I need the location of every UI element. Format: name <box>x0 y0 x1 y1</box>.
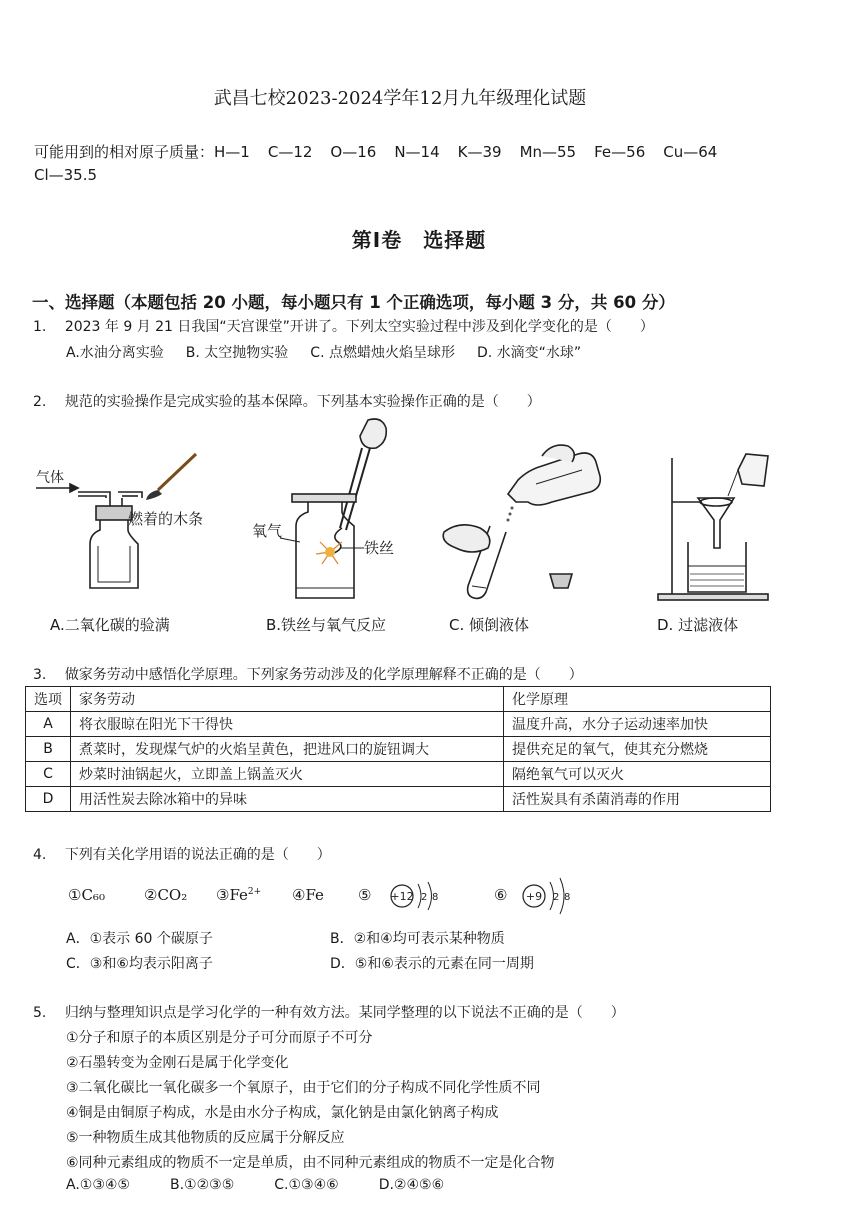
table-cell: C <box>26 762 71 787</box>
atomic-mass-item: Fe—56 <box>594 143 646 161</box>
symbol-5-number: ⑤ <box>358 886 372 904</box>
table-cell: 温度升高，水分子运动速率加快 <box>504 712 771 737</box>
caption-b[interactable]: B.铁丝与氧气反应 <box>266 616 387 634</box>
atomic-mass-line <box>34 141 717 162</box>
atomic-mass-line-2: Cl—35.5 <box>34 166 98 184</box>
statement: ⑤一种物质生成其他物质的反应属于分解反应 <box>66 1130 345 1146</box>
symbol-co2: ②CO₂ <box>144 886 188 904</box>
label-burning-stick: 燃着的木条 <box>128 510 204 528</box>
table-row <box>26 712 771 737</box>
symbol-fe-ion-charge: 2+ <box>247 887 262 897</box>
option-a[interactable]: A.水油分离实验 <box>66 345 164 361</box>
nucleus-charge: +12 <box>390 890 414 903</box>
question-number: 1. <box>33 319 47 335</box>
q5-options <box>66 1177 444 1193</box>
question-2 <box>33 391 541 411</box>
header-cell: 选项 <box>26 687 71 712</box>
q4-option-b[interactable]: B．②和④均可表示某种物质 <box>330 931 505 947</box>
table-cell: 用活性炭去除冰箱中的异味 <box>71 787 504 812</box>
table-row <box>26 737 771 762</box>
table-cell: 将衣服晾在阳光下干得快 <box>71 712 504 737</box>
atomic-mass-label: 可能用到的相对原子质量： <box>34 143 215 161</box>
option-d[interactable]: D.②④⑤⑥ <box>378 1177 445 1193</box>
option-b[interactable]: B. 太空抛物实验 <box>185 345 289 361</box>
q4-option-a[interactable]: A．①表示 60 个碳原子 <box>66 931 213 947</box>
table-row <box>26 787 771 812</box>
table-cell: 煮菜时，发现煤气炉的火焰呈黄色，把进风口的旋钮调大 <box>71 737 504 762</box>
caption-c[interactable]: C. 倾倒液体 <box>449 616 530 634</box>
atom-structure-6 <box>520 876 590 916</box>
question-stem: 下列有关化学用语的说法正确的是（ ） <box>64 847 331 863</box>
table-row <box>26 762 771 787</box>
table-cell: D <box>26 787 71 812</box>
table-cell: A <box>26 712 71 737</box>
header-cell: 化学原理 <box>504 687 771 712</box>
q4-option-d[interactable]: D．⑤和⑥表示的元素在同一周期 <box>330 956 534 972</box>
question-stem: 规范的实验操作是完成实验的基本保障。下列基本实验操作正确的是（ ） <box>64 394 541 410</box>
q3-table <box>25 686 771 812</box>
question-number: 3. <box>33 667 47 683</box>
question-1 <box>33 316 654 336</box>
nucleus-charge: +9 <box>525 890 543 903</box>
atomic-mass-item: C—12 <box>267 143 313 161</box>
caption-a[interactable]: A.二氧化碳的验满 <box>50 616 170 634</box>
symbol-fe-ion-base: ③Fe <box>216 886 248 904</box>
figure-c-pouring-liquid <box>432 436 602 606</box>
statement: ③二氧化碳比一氧化碳多一个氧原子，由于它们的分子构成不同化学性质不同 <box>66 1080 541 1096</box>
atomic-mass-item: Mn—55 <box>519 143 577 161</box>
shell-electrons: 8 <box>432 892 439 903</box>
symbol-fe: ④Fe <box>292 886 324 904</box>
table-cell: 炒菜时油锅起火，立即盖上锅盖灭火 <box>71 762 504 787</box>
table-cell: 活性炭具有杀菌消毒的作用 <box>504 787 771 812</box>
symbol-6-number: ⑥ <box>494 886 508 904</box>
shell-electrons: 2 <box>553 892 560 903</box>
table-cell: 提供充足的氧气，使其充分燃烧 <box>504 737 771 762</box>
atomic-mass-item: O—16 <box>330 143 377 161</box>
shell-electrons: 8 <box>564 892 571 903</box>
label-iron-wire: 铁丝 <box>364 539 395 557</box>
figure-a-co2-test <box>30 448 230 608</box>
option-c[interactable]: C. 点燃蜡烛火焰呈球形 <box>310 345 455 361</box>
atomic-mass-item: Cu—64 <box>663 143 718 161</box>
table-cell: 隔绝氧气可以灭火 <box>504 762 771 787</box>
atomic-mass-item: N—14 <box>394 143 440 161</box>
option-c[interactable]: C.①③④⑥ <box>274 1177 339 1193</box>
part-heading: 一、选择题（本题包括 20 小题，每小题只有 1 个正确选项，每小题 3 分，共 60 分） <box>32 293 675 312</box>
table-cell: B <box>26 737 71 762</box>
question-stem: 2023 年 9 月 21 日我国“天宫课堂”开讲了。下列太空实验过程中涉及到化学变化的是（ ） <box>64 319 654 335</box>
symbol-fe-ion <box>216 886 261 904</box>
caption-d[interactable]: D. 过滤液体 <box>657 616 739 634</box>
question-5 <box>33 1002 625 1022</box>
atom-structure-5 <box>388 878 458 914</box>
label-oxygen: 氧气 <box>252 522 283 540</box>
q1-options <box>66 342 581 362</box>
table-header-row <box>26 687 771 712</box>
section-title: 第Ⅰ卷 选择题 <box>351 228 487 252</box>
option-b[interactable]: B.①②③⑤ <box>169 1177 235 1193</box>
label-gas: 气体 <box>36 470 64 486</box>
question-number: 5. <box>33 1005 47 1021</box>
atomic-mass-item: H—1 <box>214 143 250 161</box>
option-d[interactable]: D. 水滴变“水球” <box>476 345 582 361</box>
header-cell: 家务劳动 <box>71 687 504 712</box>
statement: ④铜是由铜原子构成，水是由水分子构成，氯化钠是由氯化钠离子构成 <box>66 1105 499 1121</box>
q4-option-c[interactable]: C．③和⑥均表示阳离子 <box>66 956 213 972</box>
statement: ⑥同种元素组成的物质不一定是单质，由不同种元素组成的物质不一定是化合物 <box>66 1155 555 1171</box>
question-stem: 做家务劳动中感悟化学原理。下列家务劳动涉及的化学原理解释不正确的是（ ） <box>64 667 583 683</box>
question-number: 2. <box>33 394 47 410</box>
figure-d-filtering <box>650 448 790 608</box>
exam-title: 武昌七校2023-2024学年12月九年级理化试题 <box>213 88 587 109</box>
figure-b-iron-wire <box>250 412 420 608</box>
question-4 <box>33 844 331 864</box>
question-number: 4. <box>33 847 47 863</box>
statement: ②石墨转变为金刚石是属于化学变化 <box>66 1055 289 1071</box>
statement: ①分子和原子的本质区别是分子可分而原子不可分 <box>66 1030 373 1046</box>
question-3 <box>33 664 583 684</box>
question-stem: 归纳与整理知识点是学习化学的一种有效方法。某同学整理的以下说法不正确的是（ ） <box>64 1005 625 1021</box>
symbol-c60: ①C₆₀ <box>68 886 105 904</box>
shell-electrons: 2 <box>421 892 428 903</box>
atomic-mass-item: K—39 <box>457 143 502 161</box>
option-a[interactable]: A.①③④⑤ <box>66 1177 130 1193</box>
